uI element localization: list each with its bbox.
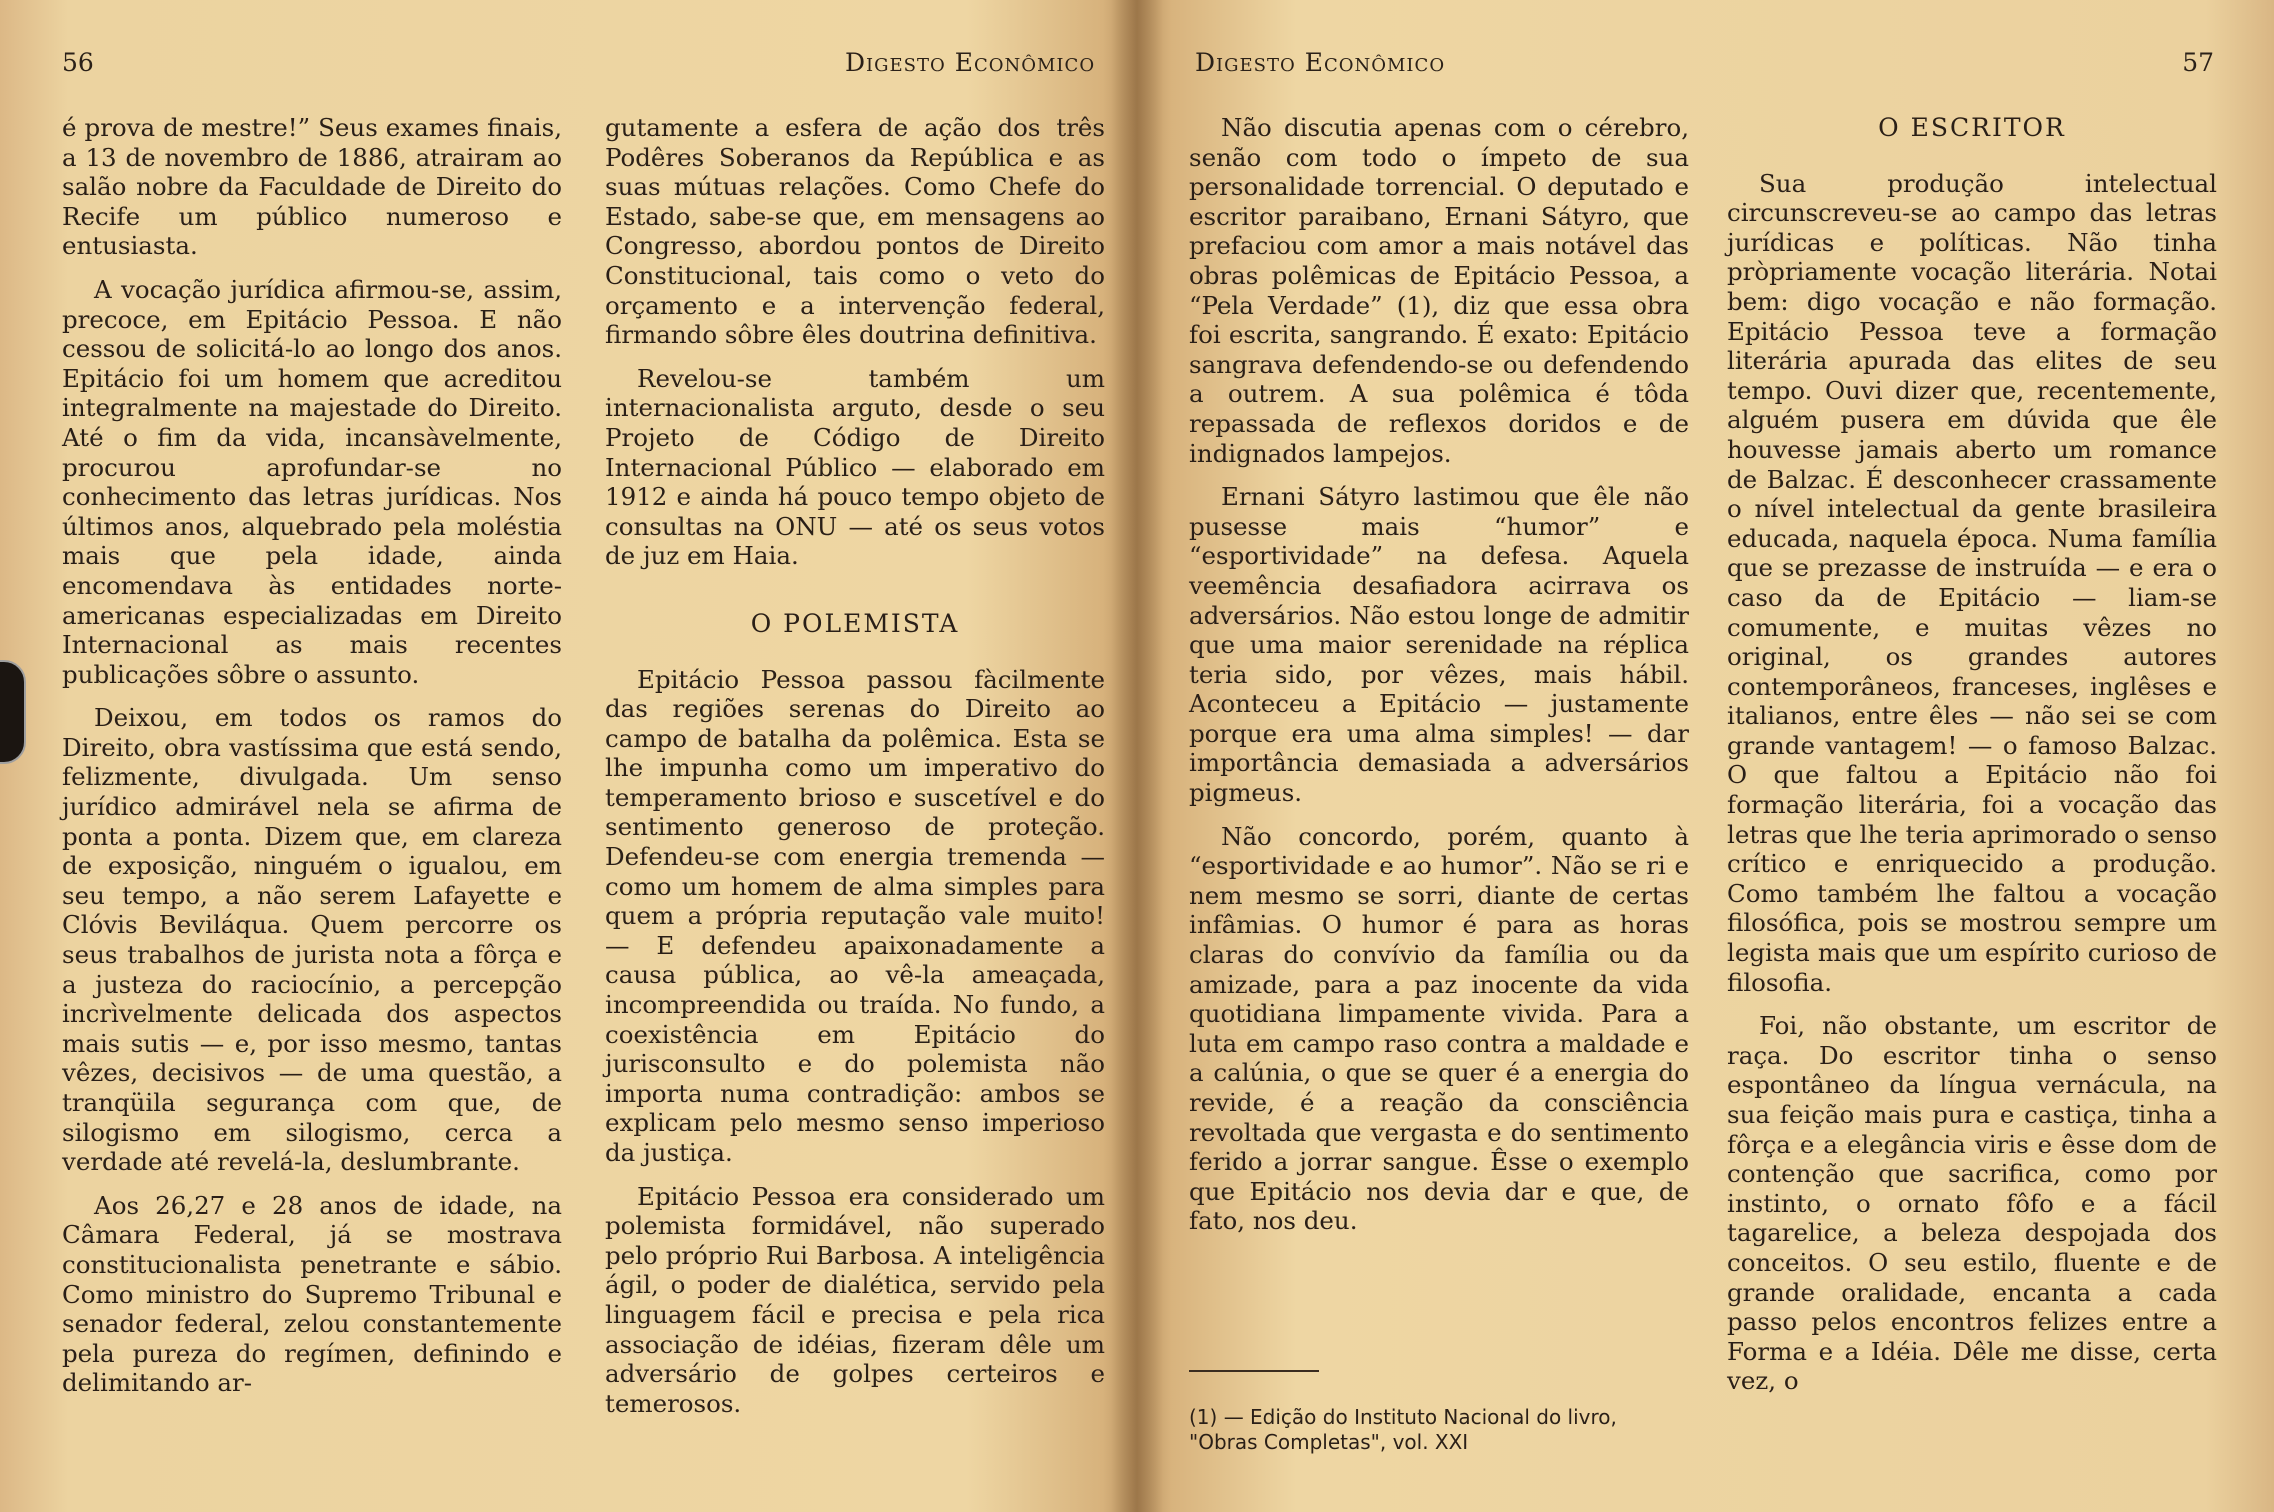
gutter-shadow bbox=[1137, 0, 1163, 1512]
paragraph: Deixou, em todos os ramos do Direito, obra vastíssima que está sendo, felizmente, divulgada. Um senso jurídico admirável nela se afirma de ponta a ponta. Dizem que, em clareza de exposição, ninguém o igualou, em seu tempo, a não serem Lafayette e Clóvis Beviláqua. Quem percorre os seus trabalhos de jurista nota a fôrça e a justeza do raciocínio, a percepção incrìvelmente delicada dos aspectos mais sutis — e, por isso mesmo, tantas vêzes, decisivos — de uma questão, a tranqüila segurança com que, de silogismo em silogismo, cerca a verdade até revelá-la, deslumbrante. bbox=[62, 703, 562, 1177]
paragraph: Epitácio Pessoa era considerado um polemista formidável, não superado pelo próprio Rui Barbosa. A inteligência ágil, o poder de dialética, servido pela linguagem fácil e precisa e pela rica associação de idéias, fizeram dêle um adversário de golpes certeiros e temerosos. bbox=[605, 1181, 1105, 1418]
paragraph: Epitácio Pessoa passou fàcilmente das regiões serenas do Direito ao campo de batalha da polêmica. Esta se lhe impunha como um imperativo do temperamento brioso e suscetível e do sentimento generoso de proteção. Defendeu-se com energia tremenda — como um homem de alma simples para quem a própria reputação vale muito! — E defendeu apaixonadamente a causa pública, ao vê-la ameaçada, incompreendida ou traída. No fundo, a coexistência em Epitácio do jurisconsulto e do polemista não importa numa contradição: ambos se explicam pelo mesmo senso imperioso da justiça. bbox=[605, 664, 1105, 1167]
paragraph: Aos 26,27 e 28 anos de idade, na Câmara Federal, já se mostrava constitucionalista penetrante e sábio. Como ministro do Supremo Tribunal e senador federal, zelou constantemente pela pureza do regímen, definindo e delimitando ar- bbox=[62, 1190, 562, 1398]
paragraph: gutamente a esfera de ação dos três Podêres Soberanos da República e as suas mútuas relações. Como Chefe do Estado, sabe-se que, em mensagens ao Congresso, abordou pontos de Direito Constitucional, tais como o veto do orçamento e a intervenção federal, firmando sôbre êles doutrina definitiva. bbox=[605, 113, 1105, 350]
paragraph: Não concordo, porém, quanto à “esportividade e ao humor”. Não se ri e nem mesmo se sorri, diante de certas infâmias. O humor é para as horas claras do convívio da família ou da amizade, para a paz inocente da vida quotidiana limpamente vivida. Para a luta em campo raso contra a maldade e a calúnia, o que se quer é a energia do revide, é a reação da consciência revoltada que vergasta e do sentimento ferido a jorrar sangue. Êsse o exemplo que Epitácio nos devia dar e que, de fato, nos deu. bbox=[1189, 821, 1689, 1236]
running-head: Digesto Econômico bbox=[845, 48, 1096, 77]
paragraph: Sua produção intelectual circunscreveu-se ao campo das letras jurídicas e políticas. Não tinha pròpriamente vocação literária. Notai bem: digo vocação e não formação. Epitácio Pessoa teve a formação literária apurada das elites de seu tempo. Ouvi dizer que, recentemente, alguém pusera em dúvida que êle houvesse jamais aberto um romance de Balzac. É desconhecer crassamente o nível intelectual da gente brasileira educada, naquela época. Numa família que se prezasse de instruída — e era o caso da de Epitácio — liam-se comumente, e muitas vêzes no original, os grandes autores contemporâneos, franceses, inglêses e italianos, entre êles — não sei se com grande vantagem! — o famoso Balzac. O que faltou a Epitácio não foi formação literária, foi a vocação das letras que lhe teria aprimorado o senso crítico e enriquecido a produção. Como também lhe faltou a vocação filosófica, pois se mostrou sempre um legista mais que um espírito curioso de filosofia. bbox=[1727, 168, 2217, 997]
paragraph: Revelou-se também um internacionalista arguto, desde o seu Projeto de Código de Direito Internacional Público — elaborado em 1912 e ainda há pouco tempo objeto de consultas na ONU — até os seus votos de juz em Haia. bbox=[605, 363, 1105, 571]
right-column-2 bbox=[1727, 113, 2217, 1410]
running-head: Digesto Econômico bbox=[1195, 48, 1446, 77]
page-number: 57 bbox=[2182, 48, 2214, 77]
paragraph: A vocação jurídica afirmou-se, assim, precoce, em Epitácio Pessoa. E não cessou de solicitá-lo ao longo dos anos. Epitácio foi um homem que acreditou integralmente na majestade do Direito. Até o fim da vida, incansàvelmente, procurou aprofundar-se no conhecimento das letras jurídicas. Nos últimos anos, alquebrado pela moléstia mais que pela idade, ainda encomendava às entidades norte-americanas especializadas em Direito Internacional as mais recentes publicações sôbre o assunto. bbox=[62, 274, 562, 689]
right-page bbox=[1137, 0, 2274, 1512]
left-column-1 bbox=[62, 113, 562, 1412]
footnote-rule bbox=[1189, 1370, 1319, 1372]
binder-clip bbox=[0, 660, 26, 764]
paragraph: Ernani Sátyro lastimou que êle não pusesse mais “humor” e “esportividade” na defesa. Aquela veemência desafiadora acirrava os adversários. Não estou longe de admitir que uma maior serenidade na réplica teria sido, por vêzes, mais hábil. Aconteceu a Epitácio — justamente porque era uma alma simples! — dar importância demasiada a adversários pigmeus. bbox=[1189, 482, 1689, 808]
paragraph: Não discutia apenas com o cérebro, senão com todo o ímpeto de sua personalidade torrencial. O deputado e escritor paraibano, Ernani Sátyro, que prefaciou com amor a mais notável das obras polêmicas de Epitácio Pessoa, a “Pela Verdade” (1), diz que essa obra foi escrita, sangrando. É exato: Epitácio sangrava defendendo-se ou defendendo a outrem. A sua polêmica é tôda repassada de reflexos doridos e de indignados lampejos. bbox=[1189, 113, 1689, 468]
gutter-shadow bbox=[1111, 0, 1137, 1512]
right-column-1 bbox=[1189, 113, 1689, 1250]
left-column-2 bbox=[605, 113, 1105, 1432]
paragraph: é prova de mestre!” Seus exames finais, a 13 de novembro de 1886, atrairam ao salão nobre da Faculdade de Direito do Recife um público numeroso e entusiasta. bbox=[62, 113, 562, 261]
section-title-escritor: O ESCRITOR bbox=[1878, 113, 2066, 142]
page-number: 56 bbox=[62, 48, 94, 77]
paragraph: Foi, não obstante, um escritor de raça. Do escritor tinha o senso espontâneo da língua vernácula, na sua feição mais pura e castiça, tinha a fôrça e a elegância viris e êsse dom de contenção que sacrifica, como por instinto, o ornato fôfo e a fácil tagarelice, a beleza despojada dos conceitos. O seu estilo, fluente e de grande oralidade, encanta a cada passo pelos encontros felizes entre a Forma e a Idéia. Dêle me disse, certa vez, o bbox=[1727, 1011, 2217, 1396]
footnote: (1) — Edição do Instituto Nacional do livro, "Obras Completas", vol. XXI bbox=[1189, 1405, 1617, 1454]
section-title-polemista: O POLEMISTA bbox=[750, 608, 960, 638]
